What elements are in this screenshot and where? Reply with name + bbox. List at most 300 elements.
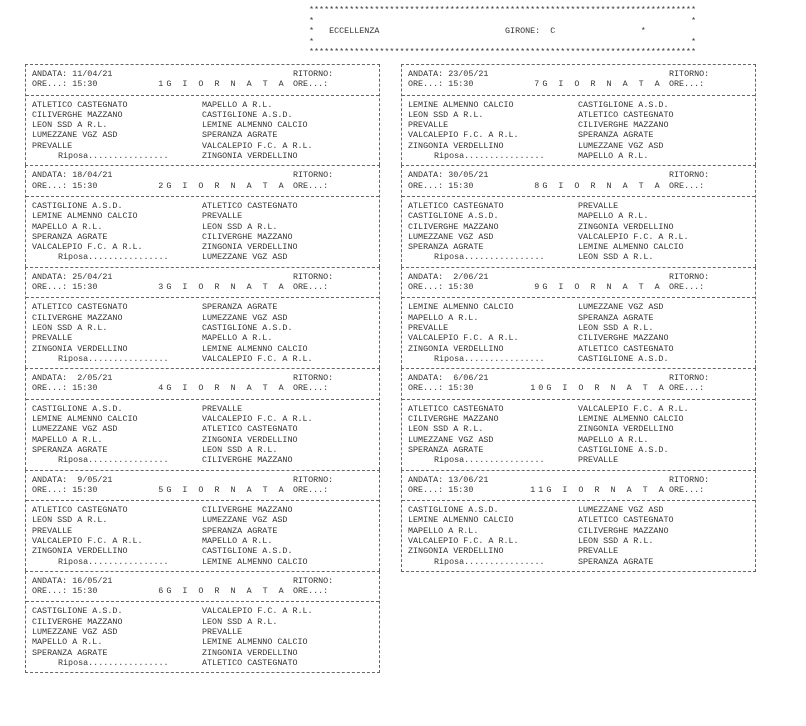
- header-stars-bottom: *****************************************************************************: [309, 47, 696, 57]
- giornata-label: G I O R N A T A: [166, 383, 287, 394]
- home-team: ZINGONIA VERDELLINO: [32, 546, 128, 557]
- ritorno-label: RITORNO:: [293, 69, 334, 79]
- ritorno-cell: [669, 69, 749, 90]
- ore-label: ORE...:: [32, 79, 68, 90]
- riposa-team: SPERANZA AGRATE: [578, 556, 654, 567]
- away-team: LEMINE ALMENNO CALCIO: [202, 120, 308, 131]
- andata-label: ANDATA:: [32, 575, 68, 586]
- ore-time: 15:30: [448, 383, 474, 394]
- home-team: SPERANZA AGRATE: [32, 647, 108, 658]
- home-team: CILIVERGHE MAZZANO: [32, 109, 123, 120]
- divider: [26, 95, 379, 96]
- match-row: [408, 120, 749, 130]
- ore-label: ORE...:: [408, 383, 444, 394]
- match-row: [32, 424, 373, 434]
- home-team: PREVALLE: [408, 120, 449, 131]
- away-team: ZINGONIA VERDELLINO: [202, 647, 298, 658]
- match-row: [32, 120, 373, 130]
- match-row: [32, 648, 373, 658]
- giornata-header: [26, 166, 379, 193]
- ore-label: ORE...:: [293, 586, 329, 597]
- header-star: *: [690, 36, 696, 47]
- away-team: CASTIGLIONE A.S.D.: [202, 322, 293, 333]
- home-team: CASTIGLIONE A.S.D.: [32, 200, 123, 211]
- ore-label: ORE...:: [669, 484, 705, 495]
- header-star: *: [640, 26, 646, 36]
- header-star: *: [309, 15, 315, 26]
- ritorno-label: RITORNO:: [669, 170, 710, 181]
- match-row: [408, 414, 749, 424]
- match-row: [32, 546, 373, 556]
- riposa-team: ATLETICO CASTEGNATO: [202, 657, 298, 668]
- divider: [402, 500, 755, 501]
- away-team: VALCALEPIO F.C. A R.L.: [578, 403, 689, 414]
- home-team: ATLETICO CASTEGNATO: [32, 302, 128, 313]
- riposa-team: ZINGONIA VERDELLINO: [202, 151, 298, 162]
- divider: [402, 95, 755, 96]
- match-row: [408, 130, 749, 140]
- away-team: PREVALLE: [202, 211, 243, 222]
- ore-label: ORE...:: [408, 282, 444, 293]
- away-team: SPERANZA AGRATE: [202, 525, 278, 536]
- away-team: VALCALEPIO F.C. A R.L.: [202, 606, 313, 617]
- andata-label: ANDATA:: [408, 170, 444, 181]
- away-team: LEMINE ALMENNO CALCIO: [202, 637, 308, 648]
- away-team: ZINGONIA VERDELLINO: [202, 242, 298, 253]
- match-list: [26, 404, 379, 470]
- match-row: [408, 302, 749, 312]
- giornata-label: G I O R N A T A: [166, 79, 287, 90]
- home-team: CILIVERGHE MAZZANO: [32, 616, 123, 627]
- ore-time: 15:30: [72, 383, 98, 394]
- andata-date: 16/05/21: [72, 575, 113, 586]
- home-team: PREVALLE: [32, 140, 73, 151]
- away-team: CASTIGLIONE A.S.D.: [578, 444, 669, 455]
- match-row: [32, 211, 373, 221]
- giornata-title: [528, 272, 669, 293]
- away-team: ATLETICO CASTEGNATO: [578, 515, 674, 526]
- andata-date: 13/06/21: [448, 474, 489, 485]
- league-name: ECCELLENZA: [329, 26, 380, 36]
- andata-label: ANDATA:: [32, 170, 68, 181]
- giornata-title: [152, 272, 293, 293]
- andata-cell: [408, 475, 528, 496]
- match-row: [32, 201, 373, 211]
- ore-time: 15:30: [448, 484, 474, 495]
- ore-label: ORE...:: [32, 484, 68, 495]
- riposa-team: LUMEZZANE VGZ ASD: [202, 252, 288, 263]
- giornata-number: 11: [530, 484, 547, 495]
- away-team: CILIVERGHE MAZZANO: [202, 231, 293, 242]
- match-row: [408, 445, 749, 455]
- away-team: PREVALLE: [202, 403, 243, 414]
- match-row: [408, 344, 749, 354]
- riposa-row: [32, 658, 373, 668]
- riposa-label: Riposa................: [58, 353, 169, 364]
- away-team: SPERANZA AGRATE: [578, 130, 654, 141]
- riposa-row: [32, 151, 373, 161]
- andata-label: ANDATA:: [408, 373, 444, 384]
- ritorno-label: RITORNO:: [669, 373, 710, 384]
- home-team: LUMEZZANE VGZ ASD: [32, 424, 118, 435]
- home-team: MAPELLO A R.L.: [32, 221, 103, 232]
- giornata-title: [152, 69, 293, 90]
- home-team: LEMINE ALMENNO CALCIO: [408, 302, 514, 313]
- giornata-label: G I O R N A T A: [546, 383, 667, 394]
- home-team: SPERANZA AGRATE: [408, 242, 484, 253]
- giornata-number: 2: [158, 180, 167, 191]
- match-row: [32, 617, 373, 627]
- away-team: ATLETICO CASTEGNATO: [202, 200, 298, 211]
- away-team: CILIVERGHE MAZZANO: [578, 525, 669, 536]
- match-row: [32, 637, 373, 647]
- riposa-label: Riposa................: [58, 455, 169, 466]
- andata-label: ANDATA:: [408, 69, 444, 79]
- away-team: LUMEZZANE VGZ ASD: [578, 302, 664, 313]
- ore-label: ORE...:: [32, 282, 68, 293]
- schedule-column-right: [401, 64, 756, 572]
- giornata-number: 5: [158, 484, 167, 495]
- divider: [26, 297, 379, 298]
- match-row: [32, 323, 373, 333]
- home-team: CASTIGLIONE A.S.D.: [408, 505, 499, 516]
- riposa-label: Riposa................: [58, 657, 169, 668]
- giornata-block: [401, 368, 756, 469]
- match-row: [408, 141, 749, 151]
- ore-time: 15:30: [448, 79, 474, 90]
- match-list: [26, 302, 379, 368]
- andata-cell: [408, 272, 528, 293]
- home-team: LEON SSD A R.L.: [408, 424, 484, 435]
- giornata-label: G I O R N A T A: [542, 282, 663, 293]
- ore-label: ORE...:: [669, 383, 705, 394]
- ore-label: ORE...:: [408, 180, 444, 191]
- giornata-block: [401, 64, 756, 165]
- away-team: LEMINE ALMENNO CALCIO: [578, 242, 684, 253]
- andata-date: 18/04/21: [72, 170, 113, 181]
- ore-label: ORE...:: [408, 79, 444, 90]
- riposa-row: [32, 354, 373, 364]
- away-team: MAPELLO A R.L.: [202, 333, 273, 344]
- home-team: PREVALLE: [408, 322, 449, 333]
- home-team: LEMINE ALMENNO CALCIO: [408, 99, 514, 110]
- ritorno-label: RITORNO:: [669, 271, 710, 282]
- away-team: SPERANZA AGRATE: [202, 302, 278, 313]
- match-row: [408, 333, 749, 343]
- header-star: *: [309, 26, 315, 36]
- away-team: VALCALEPIO F.C. A R.L.: [202, 140, 313, 151]
- match-row: [32, 515, 373, 525]
- giornata-header: [26, 65, 379, 92]
- match-row: [408, 242, 749, 252]
- away-team: CILIVERGHE MAZZANO: [202, 505, 293, 516]
- andata-cell: [32, 475, 152, 496]
- match-list: [26, 201, 379, 267]
- home-team: LEON SSD A R.L.: [32, 322, 108, 333]
- home-team: LEON SSD A R.L.: [408, 109, 484, 120]
- home-team: ATLETICO CASTEGNATO: [32, 505, 128, 516]
- riposa-row: [32, 557, 373, 567]
- giornata-label: G I O R N A T A: [546, 484, 667, 495]
- match-row: [32, 141, 373, 151]
- ritorno-cell: [669, 373, 749, 394]
- riposa-row: [408, 557, 749, 567]
- away-team: CILIVERGHE MAZZANO: [578, 120, 669, 131]
- match-row: [32, 536, 373, 546]
- home-team: SPERANZA AGRATE: [32, 444, 108, 455]
- giornata-title: [528, 475, 669, 496]
- andata-cell: [32, 69, 152, 90]
- home-team: ZINGONIA VERDELLINO: [408, 343, 504, 354]
- header-star: *: [690, 15, 696, 26]
- home-team: CASTIGLIONE A.S.D.: [32, 403, 123, 414]
- giornata-title: [528, 69, 669, 90]
- away-team: PREVALLE: [202, 627, 243, 638]
- header-star: *: [309, 36, 315, 47]
- match-row: [32, 445, 373, 455]
- riposa-row: [408, 455, 749, 465]
- ritorno-label: RITORNO:: [293, 575, 334, 586]
- home-team: LEMINE ALMENNO CALCIO: [32, 414, 138, 425]
- match-row: [32, 404, 373, 414]
- match-row: [32, 302, 373, 312]
- match-row: [408, 232, 749, 242]
- girone-label: GIRONE:: [505, 26, 541, 36]
- giornata-label: G I O R N A T A: [166, 282, 287, 293]
- divider: [402, 399, 755, 400]
- giornata-title: [528, 170, 669, 191]
- away-team: LEON SSD A R.L.: [202, 221, 278, 232]
- match-list: [26, 505, 379, 571]
- away-team: LEON SSD A R.L.: [202, 616, 278, 627]
- ritorno-cell: [669, 475, 749, 496]
- home-team: SPERANZA AGRATE: [32, 231, 108, 242]
- giornata-title: [152, 170, 293, 191]
- giornata-header: [402, 471, 755, 498]
- giornata-block: [25, 64, 380, 165]
- away-team: ATLETICO CASTEGNATO: [578, 343, 674, 354]
- giornata-header: [26, 369, 379, 396]
- ritorno-cell: [293, 373, 373, 394]
- andata-cell: [32, 170, 152, 191]
- andata-date: 23/05/21: [448, 69, 489, 79]
- ritorno-cell: [669, 272, 749, 293]
- home-team: CILIVERGHE MAZZANO: [32, 312, 123, 323]
- away-team: VALCALEPIO F.C. A R.L.: [578, 231, 689, 242]
- giornata-number: 7: [534, 79, 543, 90]
- away-team: SPERANZA AGRATE: [202, 130, 278, 141]
- home-team: VALCALEPIO F.C. A R.L.: [32, 535, 143, 546]
- match-row: [32, 100, 373, 110]
- ore-time: 15:30: [72, 180, 98, 191]
- riposa-row: [32, 252, 373, 262]
- home-team: LUMEZZANE VGZ ASD: [408, 434, 494, 445]
- divider: [26, 399, 379, 400]
- match-row: [32, 110, 373, 120]
- giornata-number: 4: [158, 383, 167, 394]
- away-team: LUMEZZANE VGZ ASD: [202, 312, 288, 323]
- away-team: MAPELLO A R.L.: [202, 535, 273, 546]
- giornata-label: G I O R N A T A: [542, 79, 663, 90]
- riposa-team: PREVALLE: [578, 455, 619, 466]
- match-list: [402, 505, 755, 571]
- match-row: [408, 424, 749, 434]
- giornata-number: 10: [530, 383, 547, 394]
- ritorno-cell: [669, 170, 749, 191]
- ore-label: ORE...:: [32, 586, 68, 597]
- riposa-label: Riposa................: [434, 252, 545, 263]
- match-row: [32, 242, 373, 252]
- away-team: CASTIGLIONE A.S.D.: [202, 109, 293, 120]
- divider: [26, 500, 379, 501]
- giornata-block: [25, 571, 380, 673]
- home-team: CILIVERGHE MAZZANO: [408, 221, 499, 232]
- riposa-row: [408, 151, 749, 161]
- ore-label: ORE...:: [669, 282, 705, 293]
- giornata-title: [528, 373, 669, 394]
- ore-time: 15:30: [448, 282, 474, 293]
- giornata-block: [25, 470, 380, 571]
- home-team: ATLETICO CASTEGNATO: [408, 403, 504, 414]
- riposa-row: [408, 252, 749, 262]
- match-row: [408, 515, 749, 525]
- ritorno-label: RITORNO:: [293, 170, 334, 181]
- match-row: [32, 222, 373, 232]
- home-team: LEMINE ALMENNO CALCIO: [408, 515, 514, 526]
- riposa-team: CASTIGLIONE A.S.D.: [578, 353, 669, 364]
- riposa-label: Riposa................: [434, 151, 545, 162]
- league-header: [309, 5, 696, 58]
- andata-date: 6/06/21: [448, 373, 489, 384]
- home-team: SPERANZA AGRATE: [408, 444, 484, 455]
- match-list: [402, 100, 755, 166]
- ore-time: 15:30: [72, 282, 98, 293]
- andata-cell: [408, 69, 528, 90]
- riposa-team: CILIVERGHE MAZZANO: [202, 455, 293, 466]
- giornata-label: G I O R N A T A: [166, 484, 287, 495]
- home-team: PREVALLE: [32, 333, 73, 344]
- home-team: ATLETICO CASTEGNATO: [408, 200, 504, 211]
- match-row: [32, 505, 373, 515]
- divider: [26, 601, 379, 602]
- match-row: [32, 627, 373, 637]
- giornata-block: [25, 267, 380, 368]
- away-team: LEON SSD A R.L.: [202, 444, 278, 455]
- riposa-label: Riposa................: [434, 353, 545, 364]
- ore-time: 15:30: [448, 180, 474, 191]
- match-row: [408, 435, 749, 445]
- match-row: [408, 100, 749, 110]
- giornata-block: [401, 165, 756, 266]
- ore-label: ORE...:: [32, 180, 68, 191]
- ore-label: ORE...:: [293, 484, 329, 495]
- match-row: [408, 110, 749, 120]
- ritorno-cell: [293, 69, 373, 90]
- away-team: ZINGONIA VERDELLINO: [202, 434, 298, 445]
- girone-value: C: [550, 26, 556, 36]
- home-team: ZINGONIA VERDELLINO: [408, 140, 504, 151]
- riposa-label: Riposa................: [58, 151, 169, 162]
- riposa-team: LEON SSD A R.L.: [578, 252, 654, 263]
- home-team: VALCALEPIO F.C. A R.L.: [408, 130, 519, 141]
- away-team: LUMEZZANE VGZ ASD: [578, 140, 664, 151]
- giornata-number: 9: [534, 282, 543, 293]
- ritorno-label: RITORNO:: [293, 474, 334, 485]
- andata-cell: [408, 373, 528, 394]
- riposa-label: Riposa................: [434, 455, 545, 466]
- away-team: ATLETICO CASTEGNATO: [202, 424, 298, 435]
- match-row: [408, 323, 749, 333]
- away-team: MAPELLO A R.L.: [578, 434, 649, 445]
- away-team: ZINGONIA VERDELLINO: [578, 424, 674, 435]
- ore-label: ORE...:: [293, 79, 329, 90]
- away-team: LEON SSD A R.L.: [578, 322, 654, 333]
- ore-time: 15:30: [72, 484, 98, 495]
- ore-label: ORE...:: [408, 484, 444, 495]
- giornata-number: 6: [158, 586, 167, 597]
- match-row: [32, 333, 373, 343]
- header-stars-top: *****************************************************************************: [309, 5, 696, 15]
- andata-date: 25/04/21: [72, 271, 113, 282]
- match-list: [26, 100, 379, 166]
- andata-label: ANDATA:: [408, 271, 444, 282]
- match-list: [26, 606, 379, 672]
- match-row: [408, 536, 749, 546]
- home-team: VALCALEPIO F.C. A R.L.: [408, 333, 519, 344]
- giornata-header: [402, 268, 755, 295]
- andata-label: ANDATA:: [408, 474, 444, 485]
- divider: [26, 196, 379, 197]
- ore-time: 15:30: [72, 586, 98, 597]
- home-team: ZINGONIA VERDELLINO: [32, 343, 128, 354]
- away-team: SPERANZA AGRATE: [578, 312, 654, 323]
- match-row: [408, 211, 749, 221]
- ore-label: ORE...:: [293, 282, 329, 293]
- andata-cell: [32, 576, 152, 597]
- away-team: CASTIGLIONE A.S.D.: [578, 99, 669, 110]
- match-row: [408, 546, 749, 556]
- ritorno-cell: [293, 170, 373, 191]
- away-team: ZINGONIA VERDELLINO: [578, 221, 674, 232]
- away-team: LUMEZZANE VGZ ASD: [202, 515, 288, 526]
- andata-label: ANDATA:: [32, 373, 68, 384]
- giornata-label: G I O R N A T A: [166, 586, 287, 597]
- riposa-row: [32, 455, 373, 465]
- home-team: MAPELLO A R.L.: [408, 312, 479, 323]
- away-team: LUMEZZANE VGZ ASD: [578, 505, 664, 516]
- home-team: LEON SSD A R.L.: [32, 515, 108, 526]
- riposa-label: Riposa................: [58, 556, 169, 567]
- match-list: [402, 201, 755, 267]
- match-row: [408, 313, 749, 323]
- home-team: LUMEZZANE VGZ ASD: [32, 627, 118, 638]
- giornata-number: 3: [158, 282, 167, 293]
- match-row: [408, 505, 749, 515]
- ritorno-cell: [293, 272, 373, 293]
- giornata-header: [402, 166, 755, 193]
- andata-cell: [408, 170, 528, 191]
- home-team: ZINGONIA VERDELLINO: [408, 546, 504, 557]
- home-team: LEON SSD A R.L.: [32, 120, 108, 131]
- andata-label: ANDATA:: [32, 69, 68, 79]
- home-team: ATLETICO CASTEGNATO: [32, 99, 128, 110]
- match-row: [32, 130, 373, 140]
- away-team: CASTIGLIONE A.S.D.: [202, 546, 293, 557]
- andata-label: ANDATA:: [32, 474, 68, 485]
- riposa-team: VALCALEPIO F.C. A R.L.: [202, 353, 313, 364]
- ore-label: ORE...:: [669, 79, 705, 90]
- ore-label: ORE...:: [32, 383, 68, 394]
